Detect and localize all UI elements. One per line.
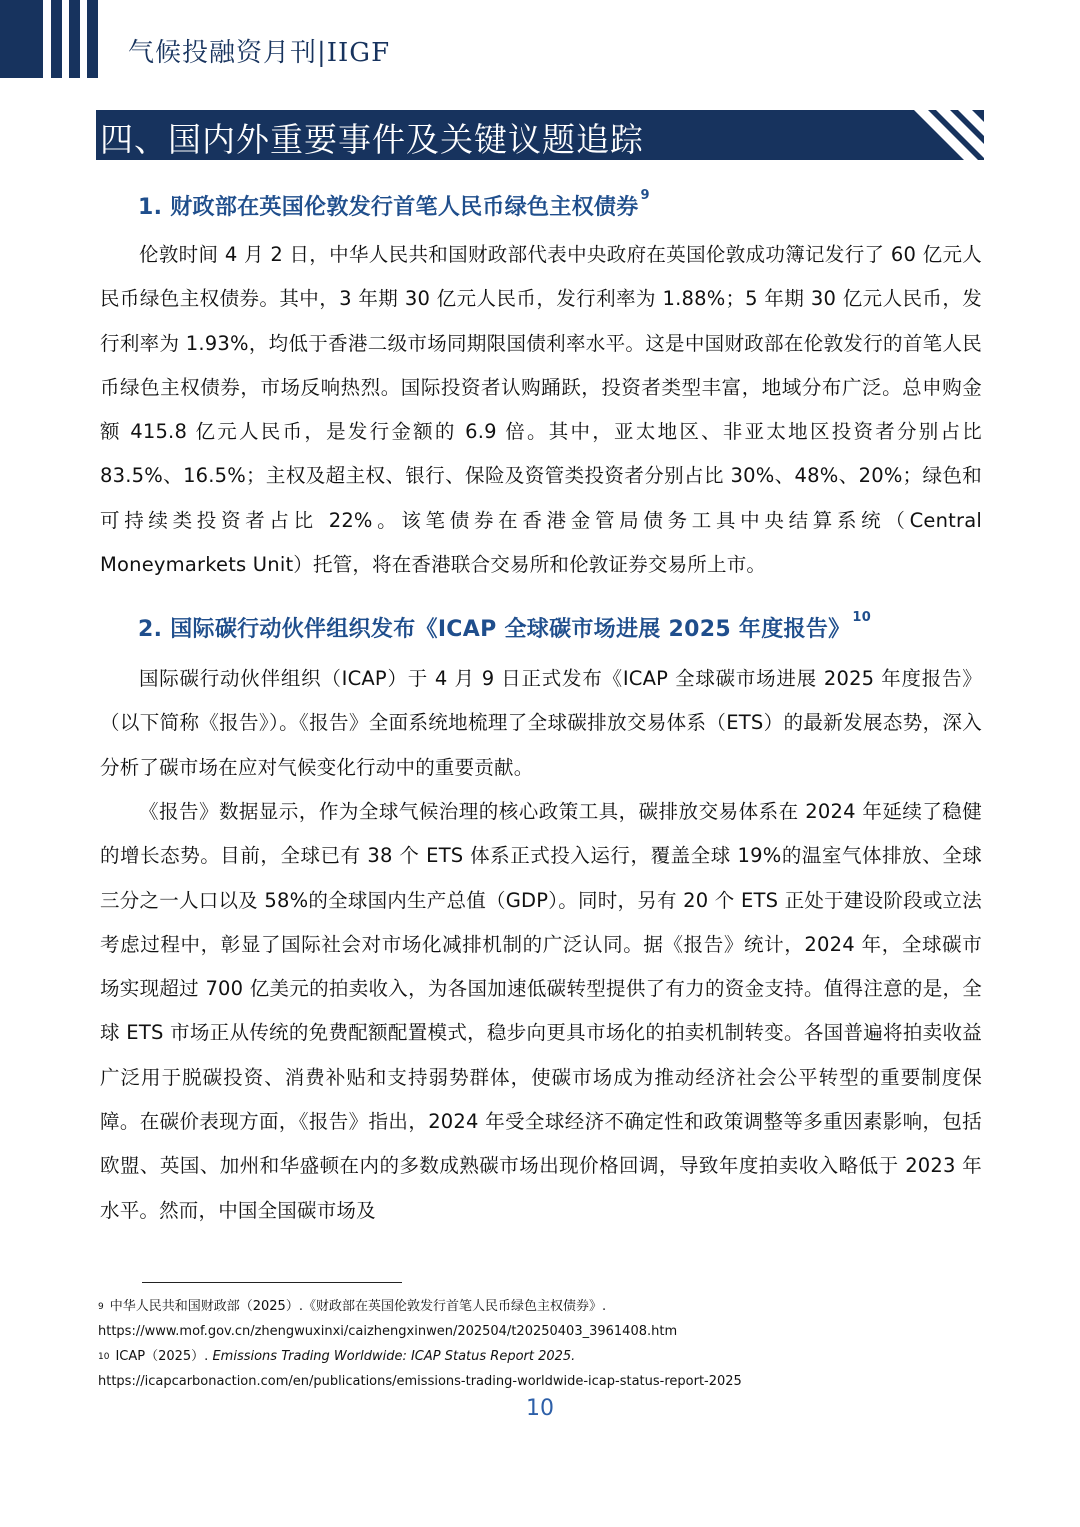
header-logo-bars [0,0,100,78]
article-heading: 1. 财政部在英国伦敦发行首笔人民币绿色主权债券 $^9$ [138,188,650,220]
footnote-10: $^{10}$ ICAP（2025）. Emissions Trading Worldwide: ICAP Status Report 2025. [98,1349,576,1364]
article-heading: 2. 国际碳行动伙伴组织发布《ICAP 全球碳市场进展 2025 年度报告》 $^{10}$ [138,610,872,642]
header-title: 气候投融资月刊|IIGF [128,38,391,68]
page-number: 10 [526,1396,554,1421]
footnote-ref[interactable]: 10 [852,610,872,625]
article-paragraph: 伦敦时间 4 月 2 日，中华人民共和国财政部代表中央政府在英国伦敦成功簿记发行了 60 亿元人民币绿色主权债券。其中，3 年期 30 亿元人民币，发行利率为 1.88%；5 年期 30 亿元人民币，发行利率为 1.93%，均低于香港二级市场同期限国债利率水平。这是中国财政部在伦敦发行的首笔人民币绿色主权债券，市场反响热烈。国际投资者认购踊跃，投资者类型丰富，地域分布广泛。总申购金额 415.8 亿元人民币，是发行金额的 6.9 倍。其中，亚太地区、非亚太地区投资者分别占比 83.5%、16.5%；主权及超主权、银行、保险及资管类投资者分别占比 30%、48%、20%；绿色和可持续类投资者占比 22%。该笔债券在香港金管局债务工具中央结算系统（Central Moneymarkets Unit）托管，将在香港联合交易所和伦敦证券交易所上市。 [100,243,982,577]
footnote-ref[interactable]: 9 [640,188,650,203]
footnote-10-url[interactable]: https://icapcarbonaction.com/en/publications/emissions-trading-worldwide-icap-status-report-2025 [98,1374,742,1389]
footnote-9-url[interactable]: https://www.mof.gov.cn/zhengwuxinxi/caizhengxinwen/202504/t20250403_3961408.htm [98,1324,678,1339]
article-paragraph: 国际碳行动伙伴组织（ICAP）于 4 月 9 日正式发布《ICAP 全球碳市场进展 2025 年度报告》（以下简称《报告》）。《报告》全面系统地梳理了全球碳排放交易体系（ETS）的最新发展态势，深入分析了碳市场在应对气候变化行动中的重要贡献。 [100,667,982,779]
footnote-divider [142,1282,402,1283]
banner-stripes-icon [914,110,984,160]
section-title: 四、国内外重要事件及关键议题追踪 [100,120,644,159]
section-banner [96,110,984,160]
article-paragraph: 《报告》数据显示，作为全球气候治理的核心政策工具，碳排放交易体系在 2024 年延续了稳健的增长态势。目前，全球已有 38 个 ETS 体系正式投入运行，覆盖全球 19%的温室气体排放、全球三分之一人口以及 58%的全球国内生产总值（GDP）。同时，另有 20 个 ETS 正处于建设阶段或立法考虑过程中，彰显了国际社会对市场化减排机制的广泛认同。据《报告》统计，2024 年，全球碳市场实现超过 700 亿美元的拍卖收入，为各国加速低碳转型提供了有力的资金支持。值得注意的是，全球 ETS 市场正从传统的免费配额配置模式，稳步向更具市场化的拍卖机制转变。各国普遍将拍卖收益广泛用于脱碳投资、消费补贴和支持弱势群体，使碳市场成为推动经济社会公平转型的重要制度保障。在碳价表现方面，《报告》指出，2024 年受全球经济不确定性和政策调整等多重因素影响，包括欧盟、英国、加州和华盛顿在内的多数成熟碳市场出现价格回调，导致年度拍卖收入略低于 2023 年水平。然而，中国全国碳市场及 [100,800,982,1222]
footnote-9: $^9$ 中华人民共和国财政部（2025）.《财政部在英国伦敦发行首笔人民币绿色主权债券》. [98,1299,607,1314]
